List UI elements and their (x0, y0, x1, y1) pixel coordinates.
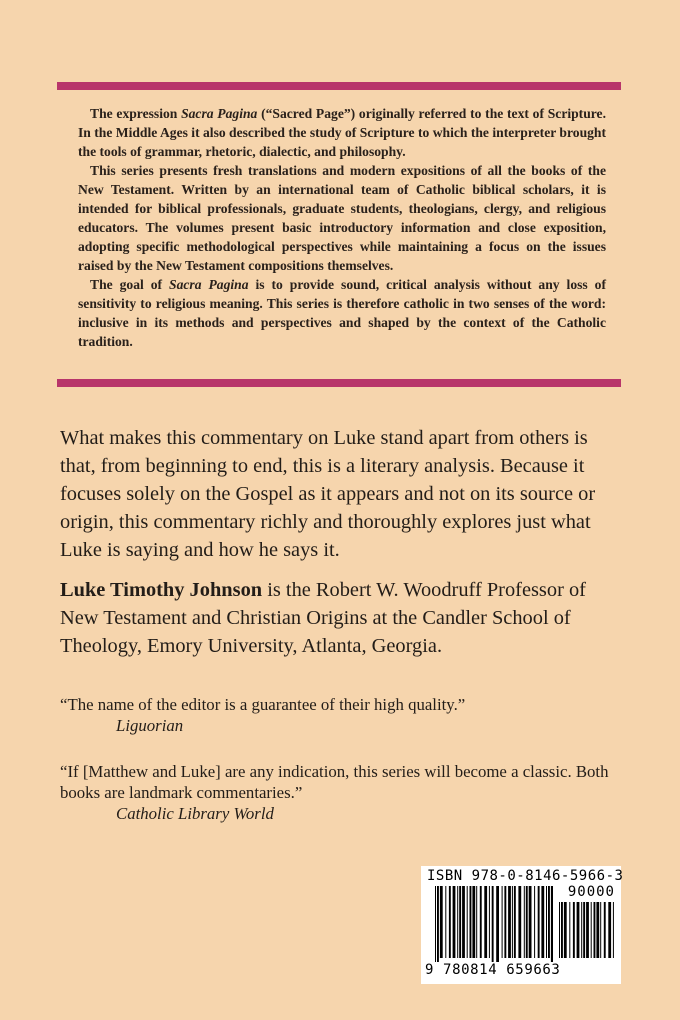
barcode-bar (496, 886, 499, 962)
barcode-bar (484, 886, 487, 958)
barcode-bar (462, 886, 465, 958)
series-text: The goal of (90, 277, 170, 292)
barcode-bar (457, 886, 458, 958)
bottom-divider-rule (57, 379, 621, 387)
series-paragraph-2 (78, 161, 606, 275)
barcode-bar (489, 886, 490, 958)
ean-barcode-bars (435, 886, 553, 962)
series-text: The expression (90, 106, 182, 121)
price-code: 90000 (567, 884, 615, 900)
barcode-bar (518, 886, 521, 958)
barcode-bar (472, 886, 475, 958)
barcode-bar (600, 902, 601, 958)
addon-barcode-bars (559, 902, 615, 962)
barcode-bar (514, 886, 516, 958)
barcode-bar (467, 886, 468, 958)
barcode-bar (569, 902, 570, 958)
barcode-bar (548, 886, 550, 958)
series-text: (“Sacred Page”) originally referred to the text of Scripture. In the Middle Ages it also described the study of Scripture to which the interpreter brought the tools of grammar, rhetoric, dialectic, and philosophy. (78, 106, 607, 159)
barcode-bar (492, 886, 494, 962)
barcode-bar (504, 886, 506, 958)
barcode-bar (437, 886, 439, 962)
barcode-bar (546, 886, 547, 958)
book-description-text: What makes this commentary on Luke stand apart from others is that, from beginning to end, this is a literary analysis. Because it focuses solely on the Gospel as it appears and not on its source or origin, this commentary richly and thoroughly explores just what Luke is saying and how he says it. (60, 427, 596, 561)
isbn-barcode (421, 866, 624, 984)
series-paragraph-3 (78, 275, 606, 351)
author-bio-paragraph (60, 576, 626, 660)
barcode-bar (604, 902, 606, 958)
barcode-bar (551, 886, 553, 962)
top-divider-rule (57, 82, 621, 90)
book-description (60, 424, 626, 564)
barcode-bar (526, 886, 528, 958)
series-text: is to provide sound, critical analysis without any loss of sensitivity to religious meaning. This series is therefore catholic in two senses of the word: inclusive in its methods and perspectives and shaped by the context of the Catholic tradition. (78, 277, 606, 349)
barcode-bar (564, 902, 567, 958)
quote-source: Catholic Library World (116, 804, 274, 823)
barcode-bar (445, 886, 446, 958)
barcode-bar (591, 902, 592, 958)
barcode-bar (541, 886, 544, 958)
barcode-bar (435, 886, 436, 962)
series-title-italic: Sacra Pagina (181, 106, 258, 121)
barcode-bar (512, 886, 513, 958)
barcode-bar (586, 902, 589, 958)
quote-source: Liguorian (116, 716, 184, 735)
barcode-bar (583, 902, 585, 958)
review-quote-2 (60, 761, 640, 824)
barcode-bar (449, 886, 451, 958)
isbn-label: ISBN 978-0-8146-5966-3 (427, 868, 624, 884)
author-bio-text: is the Robert W. Woodruff Professor of New Testament and Christian Origins at the Candler School of Theology, Emory University, Atlanta, Georgia. (60, 579, 586, 657)
barcode-bar (476, 886, 477, 958)
barcode-bar (581, 902, 582, 958)
series-text: This series presents fresh translations and modern expositions of all the books of the New Testament. Written by an international team of Catholic biblical scholars, it is intended for biblical professionals, graduate students, theologians, clergy, and religious educators. The volumes present basic introductory information and close exposition, adopting specific methodological perspectives while maintaining a focus on the issues raised by the New Testament compositions themselves. (78, 163, 606, 273)
barcode-bar (561, 902, 563, 958)
barcode-bar (538, 886, 540, 958)
author-bio (60, 576, 626, 660)
barcode-bar (459, 886, 461, 958)
barcode-bar (594, 902, 596, 958)
review-quote-1 (60, 694, 640, 736)
series-description (78, 104, 606, 351)
barcode-bar (480, 886, 482, 958)
barcode-bar (440, 886, 443, 958)
barcode-bar (470, 886, 472, 958)
quote-text: “If [Matthew and Luke] are any indication, this series will become a classic. Both books are landmark commentaries.” (60, 762, 609, 802)
barcode-bar (529, 886, 532, 958)
series-paragraph-1 (78, 104, 606, 161)
barcode-bar (573, 902, 575, 958)
barcode-bar (453, 886, 456, 958)
barcode-bar (508, 886, 511, 958)
barcode-bar (502, 886, 503, 958)
series-title-italic: Sacra Pagina (169, 277, 249, 292)
barcode-bar (577, 902, 580, 958)
barcode-bar (524, 886, 525, 958)
barcode-bar (559, 902, 560, 958)
author-name: Luke Timothy Johnson (60, 579, 263, 601)
barcode-bar (613, 902, 614, 958)
barcode-bar (608, 902, 611, 958)
quote-text: “The name of the editor is a guarantee of their high quality.” (60, 695, 466, 714)
ean-digits: 9 780814 659663 (425, 962, 561, 978)
barcode-bar (534, 886, 535, 958)
barcode-bar (596, 902, 599, 958)
